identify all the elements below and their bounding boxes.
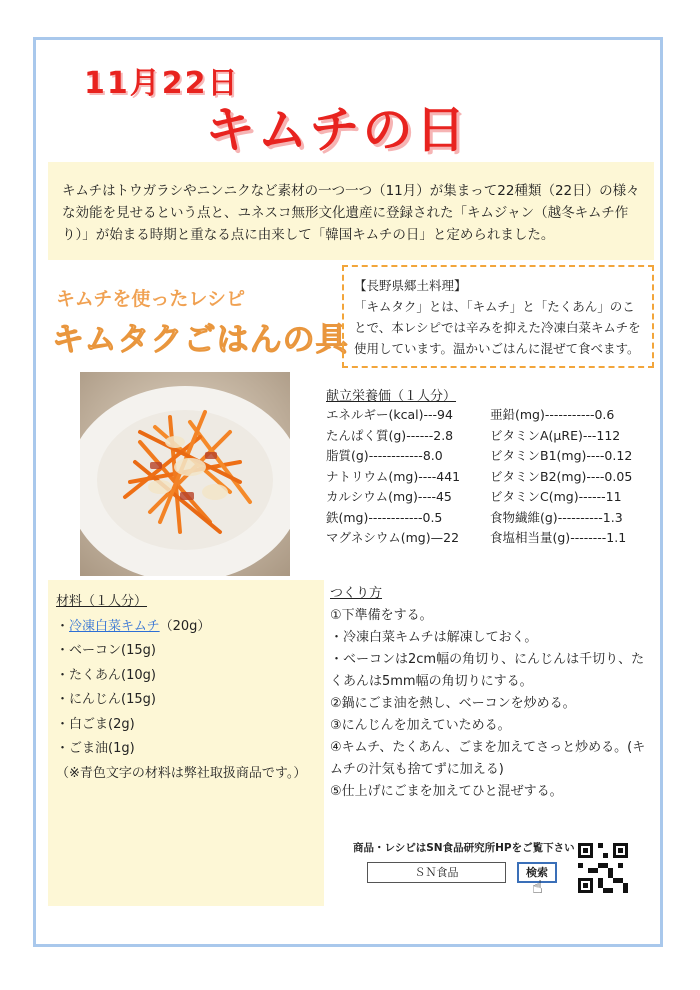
material-qty: （20g） [159,618,211,634]
search-caption: 商品・レシピはSN食品研究所HPをご覧下さい [353,842,575,854]
bullet: ・ [56,618,70,634]
recipe-subtitle: キムチを使ったレシピ [56,288,245,310]
nutrition-list-left [326,405,460,549]
material-qty: にんじん(15g) [69,692,156,707]
nutrition-item: カルシウム(mg)----45 [326,489,452,504]
nutrition-title: 献立栄養価（１人分） [326,389,457,404]
note-heading: 【長野県郷土料理】 [354,278,467,293]
material-qty: たくあん(10g) [69,667,156,683]
qr-code-icon[interactable] [578,843,628,893]
steps-title: つくり方 [330,586,383,601]
nutrition-item: ビタミンA(μRE)---112 [490,427,621,443]
nutrition-item: 脂質(g)------------8.0 [326,448,443,463]
dish-photo [80,372,290,576]
nutrition-item: エネルギー(kcal)---94 [326,407,453,422]
recipe-name: キムタクごはんの具 [52,320,349,358]
nutrition-item: 食塩相当量(g)--------1.1 [490,530,627,545]
material-item [56,688,316,713]
step-line: ④キムチ、たくあん、ごまを加えてさっと炒める。(キムチの汁気も捨てずに加える) [330,740,646,777]
bullet: ・ [56,643,70,658]
nutrition-list-right [490,405,632,549]
material-qty: ごま油(1g) [69,741,135,756]
step-line: ・ベーコンは2cm幅の角切り、にんじんは千切り、たくあんは5mm幅の角切りにする。 [330,652,645,689]
materials-title: 材料（１人分） [56,594,148,609]
bullet: ・ [56,716,70,732]
nutrition-item: ビタミンB2(mg)----0.05 [490,468,633,484]
nutrition-item: マグネシウム(mg)—22 [326,530,460,545]
material-item [56,639,316,664]
nutrition-item: ビタミンB1(mg)----0.12 [490,448,633,463]
step-line: ・冷凍白菜キムチは解凍しておく。 [330,630,538,645]
step-line: ①下準備をする。 [330,608,433,623]
page-title: キムチの日 [205,101,469,159]
material-qty: 白ごま(2g) [69,716,135,732]
search-button[interactable]: 検索 [517,862,557,883]
search-input[interactable]: ＳＮ食品 [367,862,506,883]
nutrition-item: ナトリウム(mg)----441 [326,468,461,484]
materials-footnote: （※青色文字の材料は弊社取扱商品です。） [56,765,307,781]
bullet: ・ [56,667,70,683]
nutrition-item: ビタミンC(mg)------11 [490,489,622,504]
nutrition-item: 亜鉛(mg)-----------0.6 [490,407,615,422]
material-item [56,737,316,762]
regional-note [342,265,654,368]
material-item [56,713,316,738]
bullet: ・ [56,692,70,707]
product-link-kimchi[interactable]: 冷凍白菜キムチ [69,618,160,634]
note-body: 「キムタク」とは、「キムチ」と「たくあん」のことで、本レシピでは辛みを抑えた冷凍白菜キムチを使用しています。温かいごはんに混ぜて食べます。 [354,299,641,356]
step-line: ⑤仕上げにごまを加えてひと混ぜする。 [330,784,563,799]
step-line: ③にんじんを加えていためる。 [330,718,511,733]
qr-code-image [578,843,628,893]
bullet: ・ [56,741,70,756]
intro-panel [48,162,654,260]
hand-cursor-icon: ☝ [532,877,543,898]
nutrition-item: 鉄(mg)------------0.5 [326,509,443,525]
intro-text: キムチはトウガラシやニンニクなど素材の一つ一つ（11月）が集まって22種類（22日）の様々な効能を見せるという点と、ユネスコ無形文化遺産に登録された「キムジャン（越冬キムチ作り）」が始まる時期と重なる点に由来して「韓国キムチの日」と定められました。 [62,183,640,243]
date-heading: 11月22日 [84,66,240,101]
material-item [56,615,316,640]
material-item [56,664,316,689]
step-line: ②鍋にごま油を熱し、ベーコンを炒める。 [330,696,576,711]
nutrition-item: 食物繊維(g)----------1.3 [490,509,623,525]
materials-panel [48,580,324,906]
nutrition-item: たんぱく質(g)------2.8 [326,427,454,443]
dish-photo-image [80,372,290,576]
material-qty: ベーコン(15g) [69,643,156,658]
steps-panel [330,583,650,803]
